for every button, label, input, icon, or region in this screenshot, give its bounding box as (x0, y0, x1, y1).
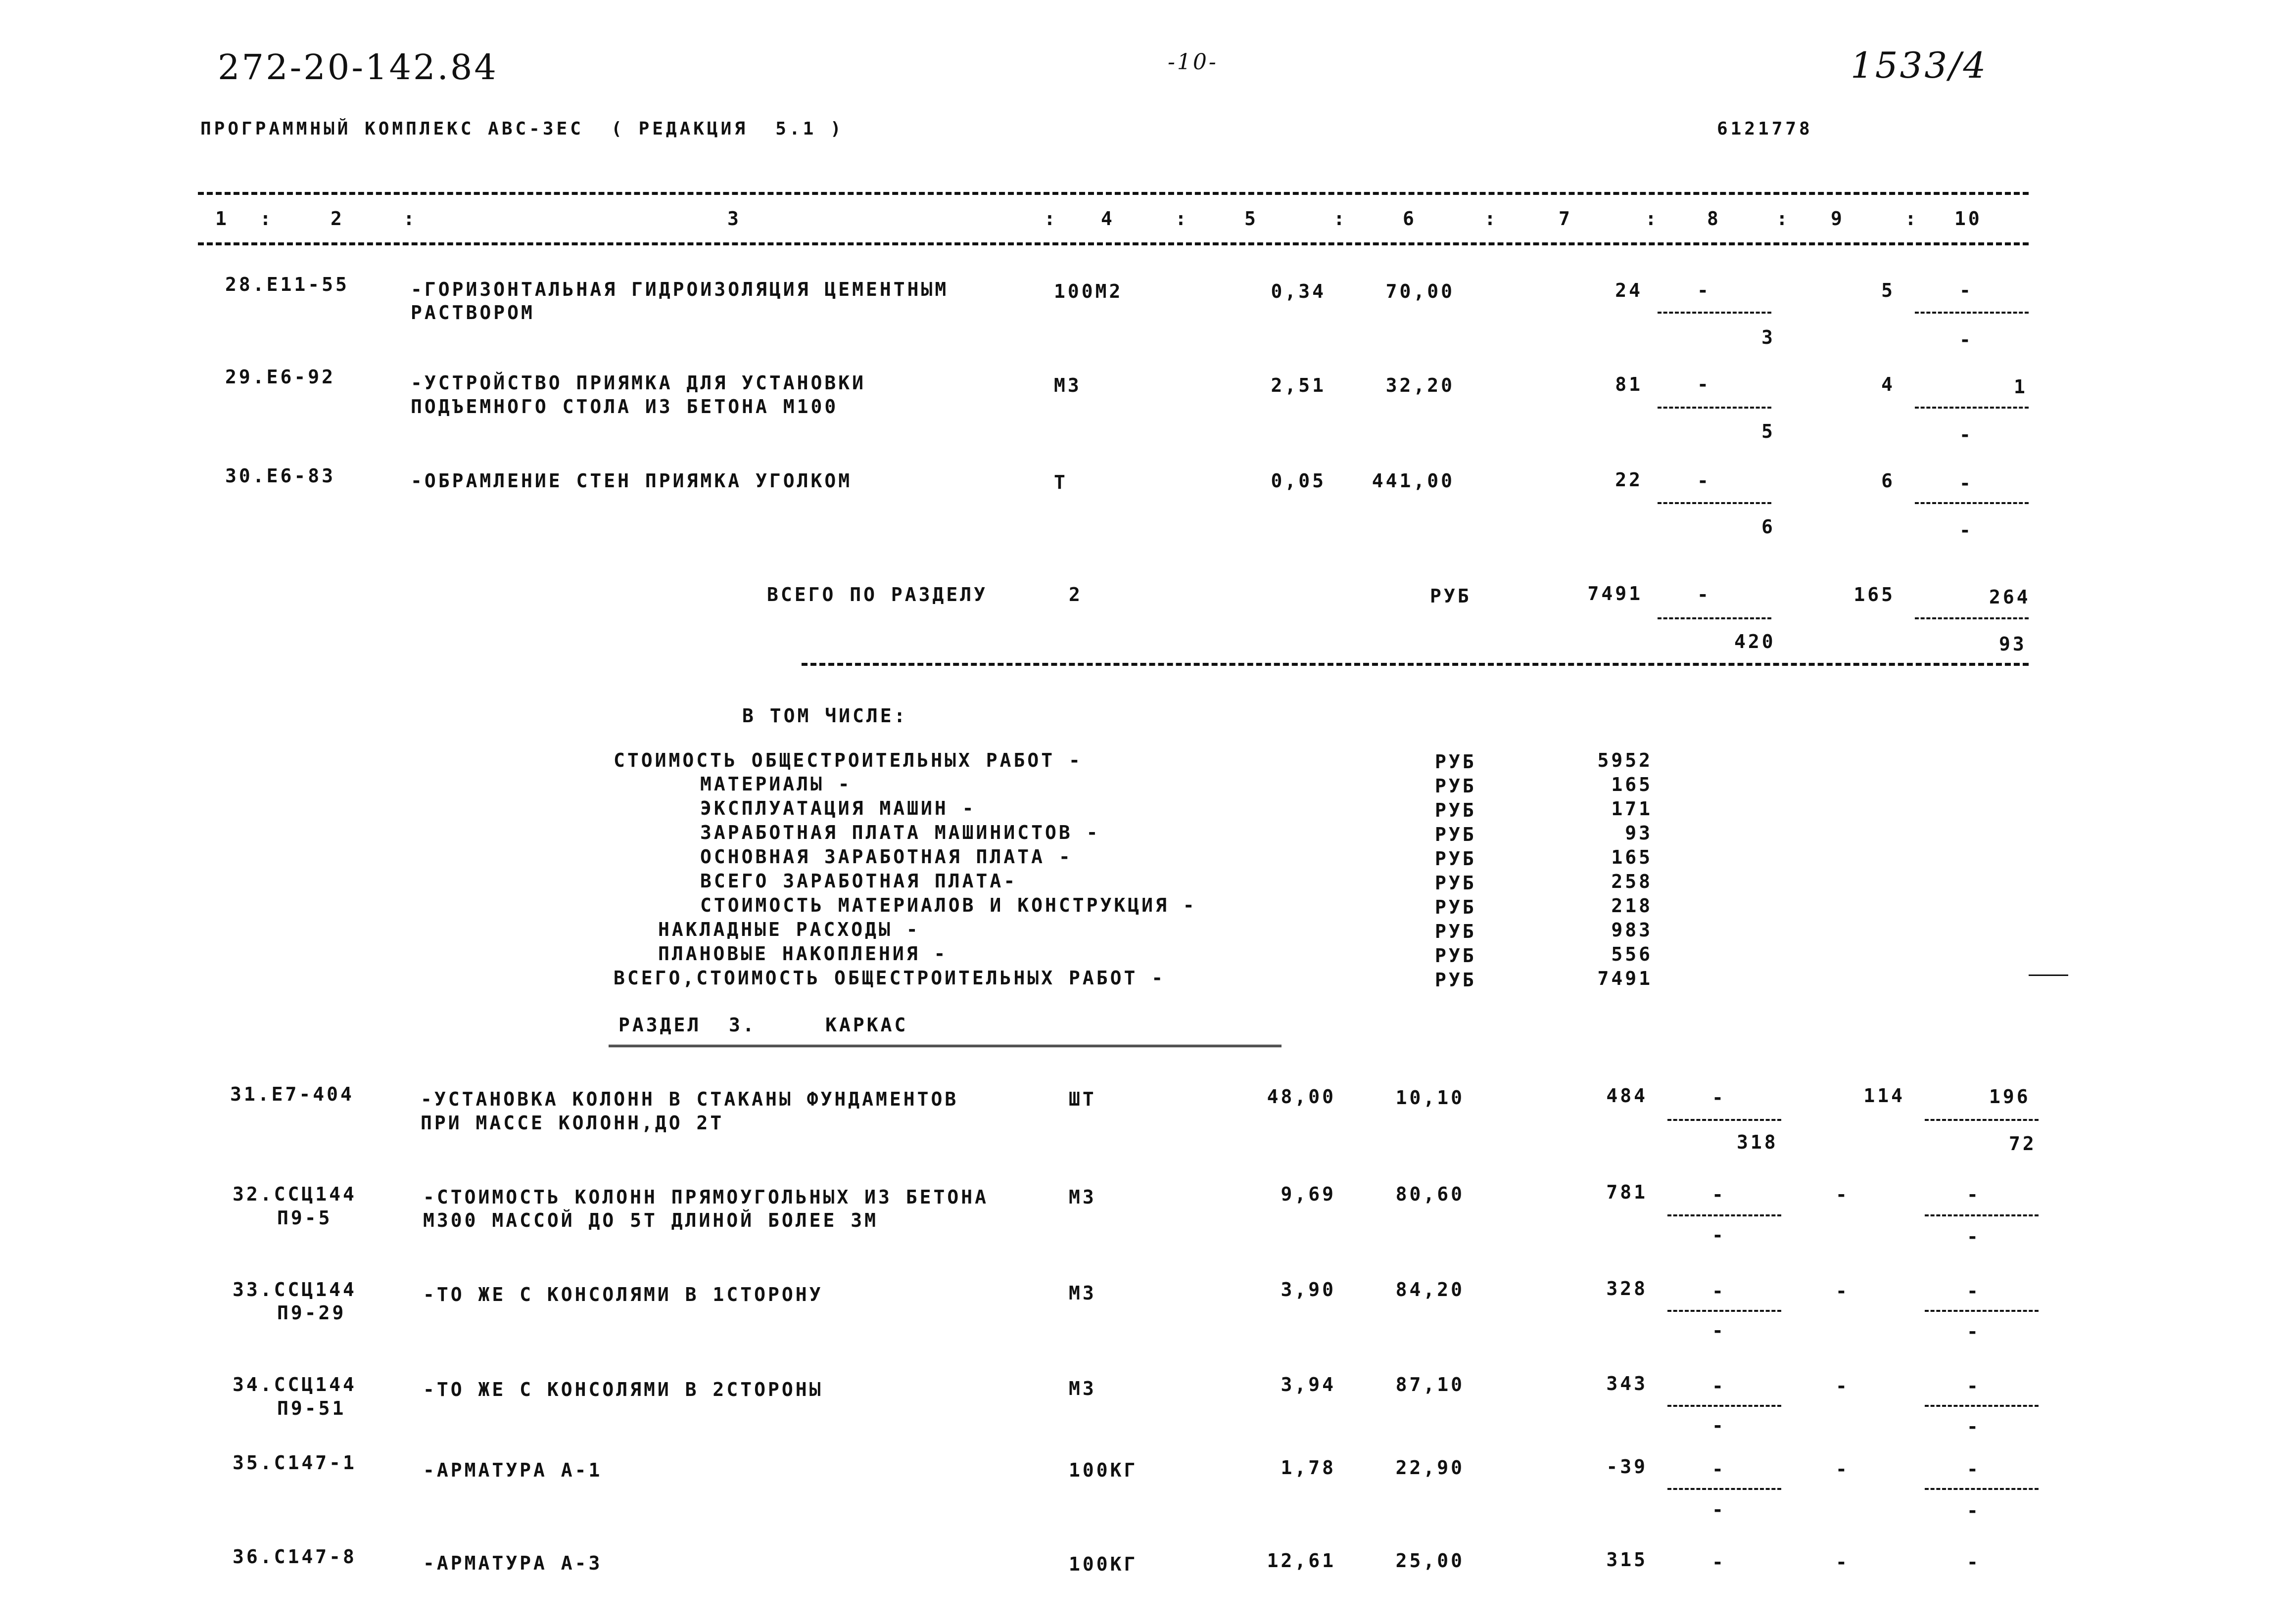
breakdown-label: МАТЕРИАЛЫ - (700, 773, 852, 795)
fraction-line (1658, 312, 1771, 314)
row-code-cont: П9-5 (277, 1207, 332, 1229)
row-name: -СТОИМОСТЬ КОЛОНН ПРЯМОУГОЛЬНЫХ ИЗ БЕТОНА (423, 1186, 989, 1208)
col-sep: : (260, 208, 274, 230)
row-code: 34.ССЦ144 (233, 1374, 357, 1395)
row-col9: - (1836, 1184, 1850, 1206)
row-col10-sub: - (1967, 1226, 1981, 1248)
row-code-cont: П9-51 (277, 1397, 346, 1419)
breakdown-label: ЗАРАБОТНАЯ ПЛАТА МАШИНИСТОВ - (700, 822, 1100, 843)
row-col9: - (1836, 1375, 1850, 1397)
row-col8: - (1712, 1375, 1726, 1397)
section-total-col9: 165 (1853, 584, 1895, 605)
breakdown-unit: РУБ (1435, 872, 1476, 894)
fraction-line (1915, 502, 2029, 504)
row-name: -УСТРОЙСТВО ПРИЯМКА ДЛЯ УСТАНОВКИ (411, 372, 866, 394)
breakdown-label: НАКЛАДНЫЕ РАСХОДЫ - (658, 919, 920, 940)
row-col9: 4 (1881, 373, 1895, 395)
row-col10-sub: - (1967, 1500, 1981, 1522)
row-price: 32,20 (1385, 374, 1455, 396)
row-price: 441,00 (1372, 470, 1455, 492)
row-col10: - (1967, 1551, 1981, 1573)
row-total: 22 (1615, 469, 1643, 491)
col-header-9: 9 (1831, 208, 1845, 230)
row-name-cont: РАСТВОРОМ (411, 302, 535, 324)
col-sep: : (1044, 208, 1058, 230)
row-qty: 1,78 (1281, 1457, 1336, 1479)
row-col10-sub: - (1959, 329, 1973, 351)
row-col10: 1 (2014, 376, 2028, 398)
col-header-4: 4 (1101, 208, 1115, 230)
row-unit: 100КГ (1069, 1459, 1138, 1481)
row-total: 315 (1606, 1549, 1648, 1571)
row-name: -ТО ЖЕ С КОНСОЛЯМИ В 1СТОРОНУ (423, 1284, 823, 1305)
section-3-underline (609, 1045, 1282, 1050)
section-total-col10-sub: 93 (1999, 633, 2027, 655)
fraction-line (1658, 502, 1771, 504)
breakdown-unit: РУБ (1435, 921, 1476, 942)
row-qty: 3,90 (1281, 1279, 1336, 1300)
col-header-2: 2 (331, 208, 344, 230)
col-header-8: 8 (1707, 208, 1721, 230)
breakdown-label: ВСЕГО ЗАРАБОТНАЯ ПЛАТА- (700, 870, 1018, 892)
including-title: В ТОМ ЧИСЛЕ: (742, 705, 908, 727)
fraction-line (1658, 407, 1771, 409)
section-total-col8-sub: 420 (1734, 631, 1776, 652)
row-col8: - (1712, 1458, 1726, 1480)
row-code: 36.С147-8 (233, 1546, 357, 1568)
row-price: 87,10 (1395, 1374, 1465, 1395)
breakdown-unit: РУБ (1435, 824, 1476, 845)
row-qty: 3,94 (1281, 1374, 1336, 1395)
row-col10-sub: - (1959, 519, 1973, 541)
row-total: 781 (1606, 1181, 1648, 1203)
row-code: 29.Е6-92 (225, 366, 336, 388)
section-total-value: 7491 (1587, 583, 1643, 604)
table-top-rule (198, 192, 2029, 195)
fraction-line (1925, 1310, 2039, 1312)
fraction-line (1915, 617, 2029, 619)
fraction-line (1667, 1119, 1781, 1121)
col-header-3: 3 (727, 208, 741, 230)
row-col8-sub: - (1712, 1415, 1726, 1437)
row-price: 25,00 (1395, 1550, 1465, 1572)
breakdown-unit: РУБ (1435, 799, 1476, 821)
fraction-line (1667, 1214, 1781, 1216)
row-qty: 0,34 (1271, 280, 1326, 302)
row-code: 33.ССЦ144 (233, 1279, 357, 1300)
section-total-unit: РУБ (1430, 585, 1472, 607)
col-sep: : (1905, 208, 1919, 230)
row-price: 80,60 (1395, 1183, 1465, 1205)
row-unit: М3 (1069, 1186, 1096, 1208)
section-total-col10: 264 (1989, 586, 2031, 608)
row-unit: 100М2 (1054, 280, 1123, 302)
breakdown-value: 556 (1611, 943, 1653, 965)
row-total: -39 (1606, 1456, 1648, 1478)
breakdown-label: ПЛАНОВЫЕ НАКОПЛЕНИЯ - (658, 943, 948, 965)
section-total-label: ВСЕГО ПО РАЗДЕЛУ (767, 584, 988, 605)
row-col9: 114 (1863, 1085, 1905, 1107)
col-header-6: 6 (1403, 208, 1417, 230)
fraction-line (1667, 1405, 1781, 1407)
fraction-line (1925, 1119, 2039, 1121)
row-col10: - (1967, 1280, 1981, 1302)
row-total: 24 (1615, 279, 1643, 301)
row-col10: - (1967, 1184, 1981, 1206)
row-name-cont: М300 МАССОЙ ДО 5Т ДЛИНОЙ БОЛЕЕ 3М (423, 1209, 878, 1231)
row-unit: М3 (1069, 1378, 1096, 1399)
row-qty: 12,61 (1267, 1550, 1336, 1572)
row-unit: М3 (1054, 374, 1082, 396)
row-col9: 5 (1881, 279, 1895, 301)
breakdown-unit: РУБ (1435, 945, 1476, 967)
breakdown-value: 165 (1611, 846, 1653, 868)
row-col8: - (1712, 1087, 1726, 1109)
row-col10: - (1959, 472, 1973, 494)
row-col8-sub: 6 (1761, 516, 1775, 538)
fraction-line (1667, 1310, 1781, 1312)
breakdown-unit: РУБ (1435, 896, 1476, 918)
row-qty: 48,00 (1267, 1086, 1336, 1108)
row-code: 28.Е11-55 (225, 274, 349, 295)
row-price: 70,00 (1385, 280, 1455, 302)
row-qty: 9,69 (1281, 1183, 1336, 1205)
row-col10-sub: - (1959, 424, 1973, 446)
row-col8: - (1697, 470, 1711, 492)
col-header-5: 5 (1244, 208, 1258, 230)
row-price: 10,10 (1395, 1087, 1465, 1109)
col-sep: : (1175, 208, 1189, 230)
row-col8-sub: 5 (1761, 420, 1775, 442)
fraction-line (1925, 1214, 2039, 1216)
breakdown-value: 258 (1611, 871, 1653, 892)
row-unit: 100КГ (1069, 1553, 1138, 1575)
row-unit: Т (1054, 471, 1068, 493)
col-header-7: 7 (1559, 208, 1572, 230)
row-qty: 0,05 (1271, 470, 1326, 492)
row-col10-sub: - (1967, 1321, 1981, 1343)
row-name-cont: ПОДЪЕМНОГО СТОЛА ИЗ БЕТОНА М100 (411, 396, 839, 418)
margin-mark (2029, 974, 2068, 976)
row-col9: - (1836, 1280, 1850, 1302)
col-header-10: 10 (1954, 208, 1982, 230)
row-col9: - (1836, 1458, 1850, 1480)
row-col8-sub: 318 (1737, 1131, 1778, 1153)
fraction-line (1915, 407, 2029, 409)
program-line: ПРОГРАММНЫЙ КОМПЛЕКС АВС-ЗЕС ( РЕДАКЦИЯ 5.1 ) (200, 119, 844, 139)
page-number: -10- (1168, 49, 1218, 75)
row-name-cont: ПРИ МАССЕ КОЛОНН,ДО 2Т (421, 1112, 724, 1134)
breakdown-label: ЭКСПЛУАТАЦИЯ МАШИН - (700, 797, 976, 819)
row-col8-sub: - (1712, 1320, 1726, 1342)
col-sep: : (1333, 208, 1347, 230)
document-code: 272-20-142.84 (218, 47, 498, 88)
row-total: 484 (1606, 1085, 1648, 1107)
row-col8-sub: 3 (1761, 326, 1775, 348)
breakdown-unit: РУБ (1435, 751, 1476, 773)
row-col8: - (1712, 1184, 1726, 1206)
col-sep: : (1776, 208, 1790, 230)
breakdown-value: 93 (1625, 822, 1653, 844)
breakdown-label: ВСЕГО,СТОИМОСТЬ ОБЩЕСТРОИТЕЛЬНЫХ РАБОТ - (614, 967, 1166, 989)
row-col10: - (1959, 279, 1973, 301)
row-col8: - (1697, 279, 1711, 301)
row-name: -АРМАТУРА А-1 (423, 1459, 603, 1481)
col-sep: : (1645, 208, 1659, 230)
row-col9: - (1836, 1551, 1850, 1573)
fraction-line (1667, 1488, 1781, 1490)
breakdown-value: 171 (1611, 798, 1653, 820)
table-header-rule (198, 242, 2029, 245)
row-unit: ШТ (1069, 1088, 1096, 1110)
row-total: 81 (1615, 373, 1643, 395)
breakdown-label: СТОИМОСТЬ МАТЕРИАЛОВ И КОНСТРУКЦИЯ - (700, 894, 1197, 916)
row-code: 31.Е7-404 (230, 1083, 354, 1105)
row-price: 22,90 (1395, 1457, 1465, 1479)
fraction-line (1915, 312, 2029, 314)
row-code: 30.Е6-83 (225, 465, 336, 487)
total-rule (802, 663, 2029, 666)
row-name: -ОБРАМЛЕНИЕ СТЕН ПРИЯМКА УГОЛКОМ (411, 470, 853, 492)
row-col8: - (1712, 1280, 1726, 1302)
row-col8: - (1697, 373, 1711, 395)
breakdown-value: 7491 (1597, 968, 1653, 989)
row-code: 32.ССЦ144 (233, 1183, 357, 1205)
fraction-line (1925, 1488, 2039, 1490)
col-sep: : (403, 208, 417, 230)
row-col8-sub: - (1712, 1224, 1726, 1246)
breakdown-unit: РУБ (1435, 848, 1476, 870)
section-total-num: 2 (1069, 584, 1083, 605)
row-code: 35.С147-1 (233, 1452, 357, 1474)
row-col8: - (1712, 1551, 1726, 1573)
row-total: 343 (1606, 1373, 1648, 1394)
col-header-1: 1 (215, 208, 229, 230)
row-col10-sub: 72 (2009, 1133, 2037, 1155)
breakdown-value: 165 (1611, 774, 1653, 795)
sheet-reference: 1533/4 (1851, 45, 1988, 86)
row-unit: М3 (1069, 1282, 1096, 1304)
fraction-line (1658, 617, 1771, 619)
row-col10-sub: - (1967, 1416, 1981, 1438)
fraction-line (1925, 1405, 2039, 1407)
breakdown-label: ОСНОВНАЯ ЗАРАБОТНАЯ ПЛАТА - (700, 846, 1073, 868)
breakdown-unit: РУБ (1435, 969, 1476, 991)
breakdown-unit: РУБ (1435, 775, 1476, 797)
breakdown-value: 983 (1611, 919, 1653, 941)
col-sep: : (1484, 208, 1498, 230)
row-total: 328 (1606, 1278, 1648, 1299)
row-name: -ТО ЖЕ С КОНСОЛЯМИ В 2СТОРОНЫ (423, 1379, 823, 1400)
row-col10: - (1967, 1458, 1981, 1480)
row-name: -АРМАТУРА А-3 (423, 1552, 603, 1574)
row-col9: 6 (1881, 470, 1895, 492)
breakdown-label: СТОИМОСТЬ ОБЩЕСТРОИТЕЛЬНЫХ РАБОТ - (614, 749, 1083, 771)
breakdown-value: 218 (1611, 895, 1653, 917)
row-price: 84,20 (1395, 1279, 1465, 1300)
document-id: 6121778 (1717, 119, 1813, 139)
section-total-col8: - (1697, 584, 1711, 605)
row-name: -УСТАНОВКА КОЛОНН В СТАКАНЫ ФУНДАМЕНТОВ (421, 1088, 959, 1110)
row-col8-sub: - (1712, 1499, 1726, 1521)
row-col10: 196 (1989, 1086, 2031, 1108)
row-code-cont: П9-29 (277, 1302, 346, 1324)
row-name: -ГОРИЗОНТАЛЬНАЯ ГИДРОИЗОЛЯЦИЯ ЦЕМЕНТНЫМ (411, 278, 949, 300)
row-qty: 2,51 (1271, 374, 1326, 396)
breakdown-value: 5952 (1597, 749, 1653, 771)
section-3-title: РАЗДЕЛ 3. КАРКАС (618, 1014, 908, 1036)
row-col10: - (1967, 1375, 1981, 1397)
